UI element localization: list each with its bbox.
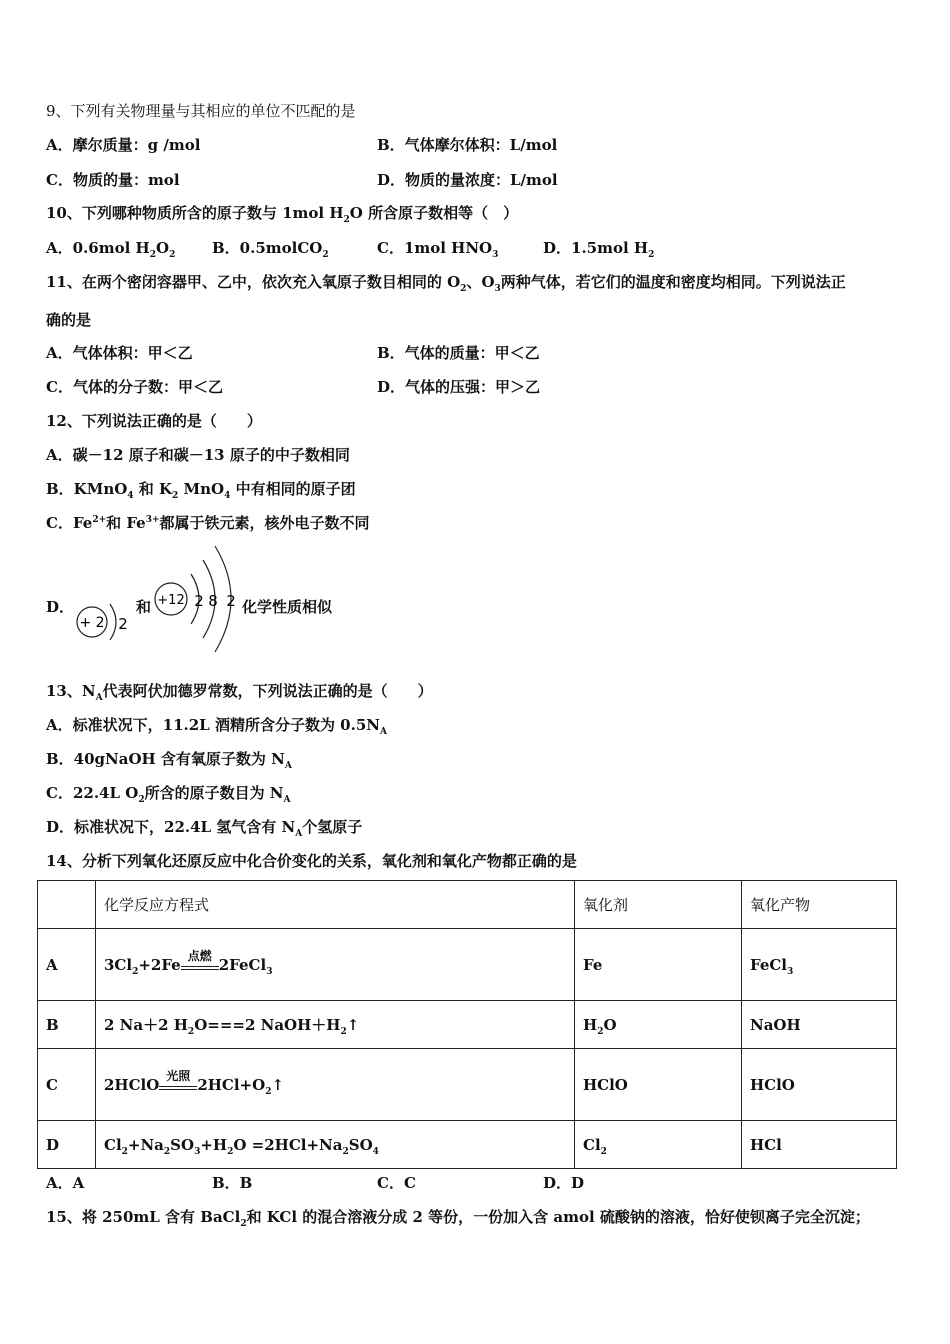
ignition-condition-sign: 点燃 [181, 963, 219, 970]
row-oxidant: $Cl_2$ [575, 1121, 742, 1169]
row-equation: 2HClO 光照 $2HCl+O_2↑$ [96, 1049, 575, 1121]
header-cell-oxidant: 氧化剂 [575, 881, 742, 929]
q12-option-d-text: 化学性质相似 [242, 598, 333, 616]
q12-option-b: B．KMnO$_4$ 和 $K_2$ MnO$_4$ 中有相同的原子团 [46, 480, 356, 501]
row-equation: 2 Na＋2 $H_2O===2$ $NaOH+H_2↑$ [96, 1001, 575, 1049]
q12-stem: 12、下列说法正确的是（ ） [46, 412, 262, 430]
header-cell-blank [38, 881, 96, 929]
row-equation: $3Cl_2+2Fe$ 点燃 2FeCl$_3$ [96, 929, 575, 1001]
q13-option-b: B．40gNaOH 含有氧原子数为 $N_A$ [46, 750, 292, 771]
reaction-table [37, 880, 897, 1169]
q14-answer-d: D．D [543, 1174, 585, 1192]
table-row [38, 1121, 897, 1169]
q15-stem: 15、将 250mL 含有 BaCl$_2$和 KCl 的混合溶液分成 2 等份，一份加入含 amol 硫酸钠的溶液，恰好使钡离子完全沉淀； [46, 1208, 870, 1229]
q11-option-c: C．气体的分子数：甲＜乙 [46, 378, 223, 396]
helium-nucleus-label: + 2 [79, 615, 105, 631]
q9-option-c: C．物质的量：mol [46, 171, 180, 189]
row-product: NaOH [742, 1001, 897, 1049]
row-product: HCl [742, 1121, 897, 1169]
magnesium-shell2-electrons: 8 [208, 592, 218, 610]
q12-option-d-join: 和 [136, 598, 152, 616]
row-label: D [38, 1121, 96, 1169]
q9-option-a: A．摩尔质量：g /mol [46, 136, 201, 154]
q12-option-a: A．碳－12 原子和碳－13 原子的中子数相同 [46, 446, 350, 464]
row-oxidant: $H_2O$ [575, 1001, 742, 1049]
q10-option-c: C．1mol $HNO_3$ [377, 239, 499, 260]
row-oxidant: HClO [575, 1049, 742, 1121]
q11-option-a: A．气体体积：甲＜乙 [46, 344, 193, 362]
q11-option-b: B．气体的质量：甲＜乙 [377, 344, 540, 362]
q12-option-d-label: D． [46, 598, 75, 616]
q10-option-d: D．1.5mol $H_2$ [543, 239, 655, 260]
row-product: HClO [742, 1049, 897, 1121]
table-row [38, 929, 897, 1001]
q13-option-a: A．标准状况下，11.2L 酒精所含分子数为 $0.5N_A$ [46, 716, 387, 737]
row-label: C [38, 1049, 96, 1121]
q10-option-b: B．0.5molCO$_2$ [212, 239, 329, 260]
q13-option-d: D．标准状况下，22.4L 氢气含有 $N_A$个氢原子 [46, 818, 363, 839]
row-oxidant: Fe [575, 929, 742, 1001]
q13-option-c: C．22.4L $O_2$所含的原子数目为 $N_A$ [46, 784, 291, 805]
q9-option-b: B．气体摩尔体积：L/mol [377, 136, 558, 154]
q10-stem: 10、下列哪种物质所含的原子数与 1mol $H_2O$ 所含原子数相等（ ） [46, 204, 519, 225]
row-equation: $Cl_2+Na_2SO_3+H_2O =2HCl+Na_2SO_4$ [96, 1121, 575, 1169]
q14-answer-b: B．B [212, 1174, 253, 1192]
header-cell-equation: 化学反应方程式 [96, 881, 575, 929]
q11-stem-line1: 11、在两个密闭容器甲、乙中，依次充入氧原子数目相同的 $O_2$、$O_3$两种气体，若它们的温度和密度均相同。下列说法正 [46, 273, 846, 294]
row-label: A [38, 929, 96, 1001]
row-label: B [38, 1001, 96, 1049]
helium-shell-electrons: 2 [118, 615, 128, 633]
q9-option-d: D．物质的量浓度：L/mol [377, 171, 558, 189]
row-product: FeCl$_3$ [742, 929, 897, 1001]
q9-stem: 9、下列有关物理量与其相应的单位不匹配的是 [46, 102, 356, 120]
q10-option-a: A．0.6mol $H_2O_2$ [46, 239, 176, 260]
helium-shell-arc [110, 604, 116, 640]
q11-stem-line2: 确的是 [46, 311, 92, 329]
table-row [38, 1001, 897, 1049]
table-header-row [38, 881, 897, 929]
magnesium-shell3-electrons: 2 [226, 592, 236, 610]
header-cell-product: 氧化产物 [742, 881, 897, 929]
q12-option-c: C．$Fe^{2+}$和 $Fe^{3+}$都属于铁元素，核外电子数不同 [46, 514, 370, 532]
light-condition-sign: 光照 [159, 1083, 197, 1090]
q13-stem: 13、$N_A$代表阿伏加德罗常数，下列说法正确的是（ ） [46, 682, 433, 703]
q14-stem: 14、分析下列氧化还原反应中化合价变化的关系，氧化剂和氧化产物都正确的是 [46, 852, 577, 870]
table-row [38, 1049, 897, 1121]
magnesium-atom-diagram [151, 542, 243, 654]
magnesium-nucleus-label: +12 [157, 593, 185, 608]
magnesium-shell1-electrons: 2 [194, 592, 204, 610]
q14-answer-a: A．A [46, 1174, 85, 1192]
helium-atom-diagram [72, 596, 134, 646]
q11-option-d: D．气体的压强：甲＞乙 [377, 378, 541, 396]
q14-answer-c: C．C [377, 1174, 416, 1192]
